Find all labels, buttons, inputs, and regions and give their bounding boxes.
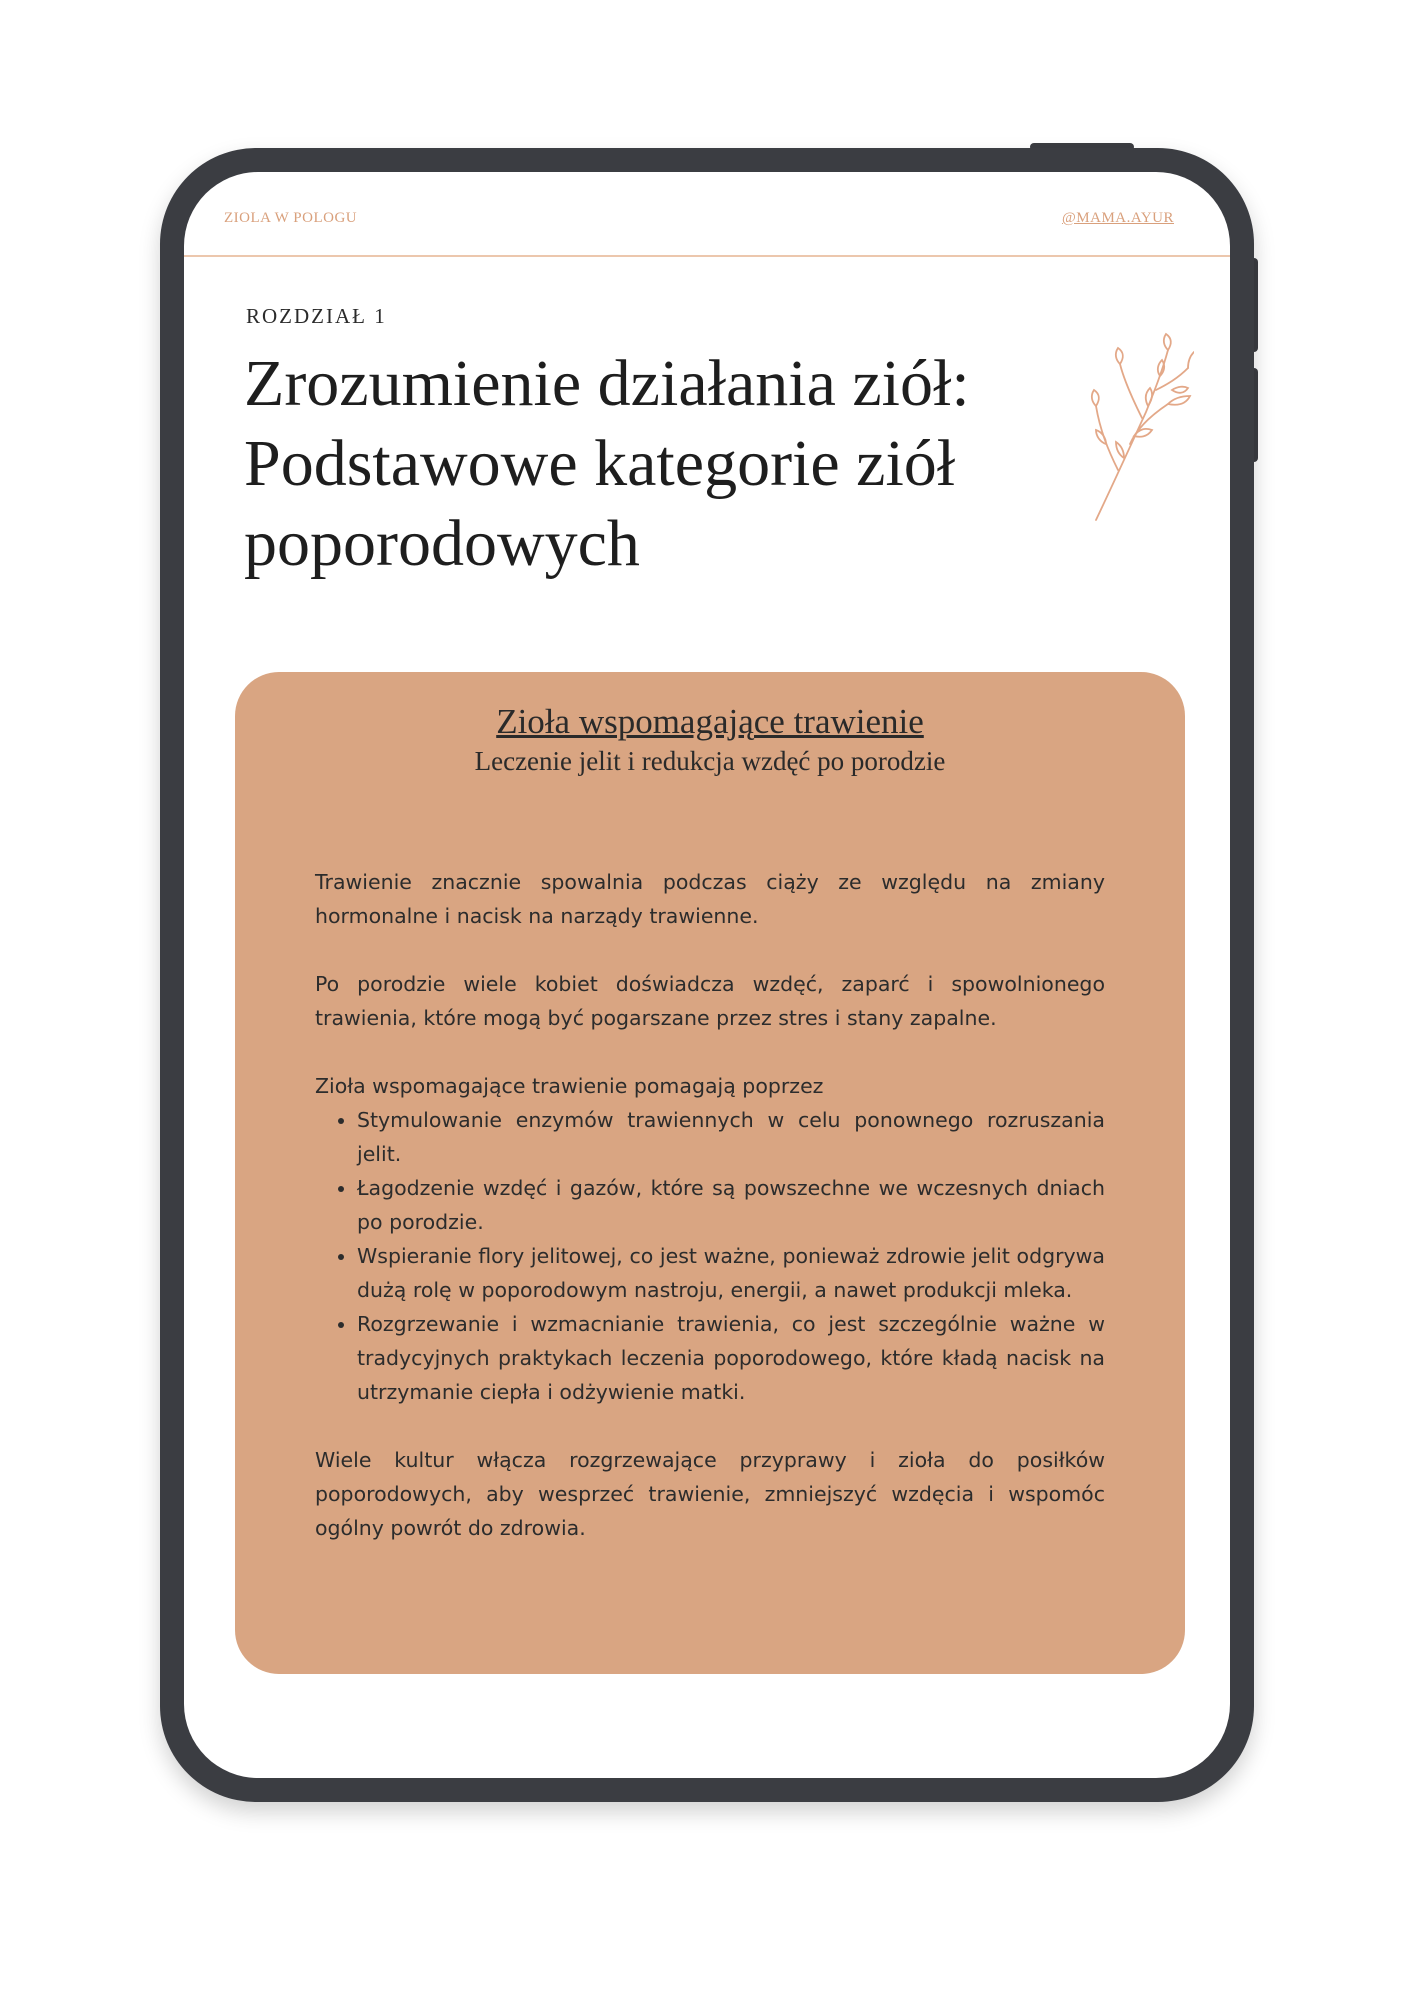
page-title: [244, 344, 1064, 584]
tablet-frame: [160, 148, 1254, 1802]
card-subtitle: Leczenie jelit i redukcja wzdęć po porodzie: [474, 746, 946, 776]
list-item: • Wspieranie flory jelitowej, co jest ważne, ponieważ zdrowie jelit odgrywa dużą rolę w poporodowym nastroju, energii, a nawet produkcji mleka.: [357, 1239, 1105, 1307]
list-item: • Stymulowanie enzymów trawiennych w celu ponownego rozruszania jelit.: [357, 1103, 1105, 1171]
benefits-list: [315, 1103, 1105, 1409]
page-title-line-1: Zrozumienie działania ziół:: [244, 347, 970, 420]
botanical-sprig-icon: [1084, 332, 1194, 522]
list-item: • Rozgrzewanie i wzmacnianie trawienia, co jest szczególnie ważne w tradycyjnych praktykach leczenia poporodowego, które kładą nacisk na utrzymanie ciepła i odżywienie matki.: [357, 1307, 1105, 1409]
list-item: • Łagodzenie wzdęć i gazów, które są powszechne we wczesnych dniach po porodzie.: [357, 1171, 1105, 1239]
page-title-line-2: Podstawowe kategorie ziół: [244, 427, 956, 500]
header-handle-link[interactable]: @MAMA.AYUR: [1061, 210, 1174, 226]
header-book-title: ZIOLA W POLOGU: [224, 210, 358, 226]
herb-info-card: [235, 672, 1185, 1674]
card-title: Zioła wspomagające trawienie: [496, 702, 924, 741]
header-divider: [184, 255, 1230, 257]
card-paragraph-2: Po porodzie wiele kobiet doświadcza wzdęć, zaparć i spowolnionego trawienia, które mogą być pogarszane przez stres i stany zapalne.: [315, 972, 1105, 1030]
tablet-screen: [184, 172, 1230, 1778]
card-paragraph-1: Trawienie znacznie spowalnia podczas ciąży ze względu na zmiany hormonalne i nacisk na narządy trawienne.: [315, 870, 1105, 928]
chapter-label: ROZDZIAŁ 1: [246, 304, 387, 328]
card-body: [315, 865, 1105, 1545]
card-paragraph-3: Wiele kultur włącza rozgrzewające przyprawy i zioła do posiłków poporodowych, aby wesprzeć trawienie, zmniejszyć wzdęcia i wspomóc ogólny powrót do zdrowia.: [315, 1448, 1105, 1540]
page-title-line-3: poporodowych: [244, 507, 640, 580]
card-list-intro: Zioła wspomagające trawienie pomagają poprzez: [315, 1074, 824, 1098]
